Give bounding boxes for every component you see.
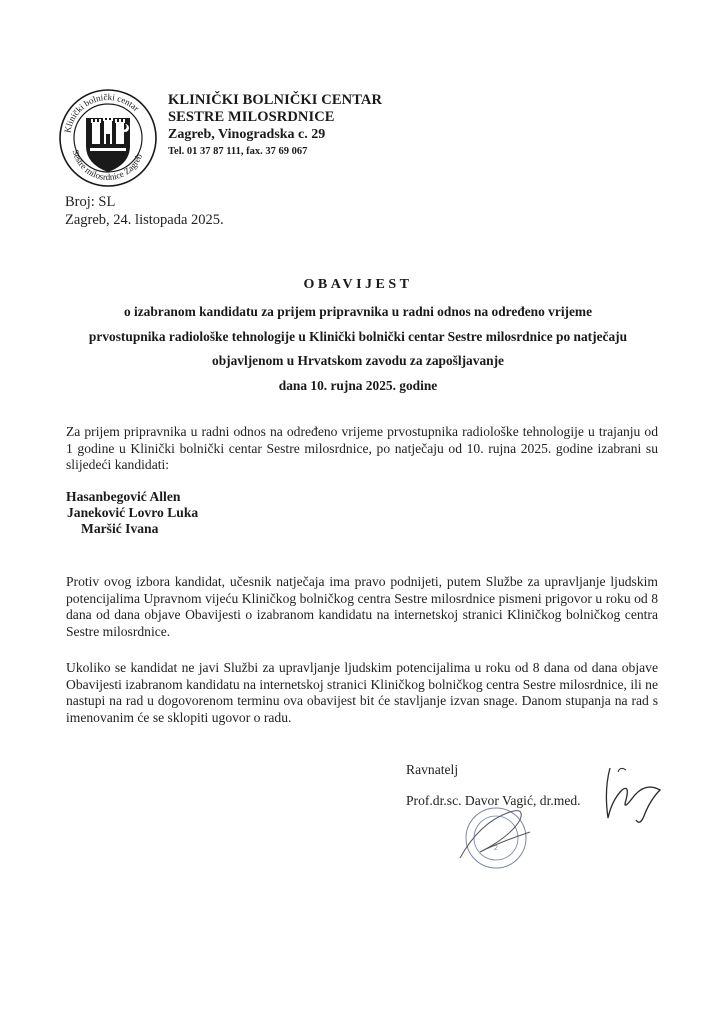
paragraph-objection: Protiv ovog izbora kandidat, učesnik natječaja ima pravo podnijeti, putem Službe za upravljanje ljudskim potencijalima Upravnom vijeću Kliničkog bolničkog centra Sestre milosrdnice pismeni prigovor u roku od 8 dana od dana objave Obavijesti o izabranom kandidatu na internetskoj stranici Kliničkog bolničkog centra Sestre milosrdnice. bbox=[66, 574, 658, 639]
svg-text:2: 2 bbox=[494, 845, 498, 852]
document-subtitle bbox=[60, 300, 656, 398]
candidate-name: Maršić Ivana bbox=[81, 521, 159, 536]
institution-block bbox=[168, 92, 382, 159]
signatory-title: Ravnatelj bbox=[406, 762, 459, 777]
reference-number: Broj: SL bbox=[65, 194, 116, 210]
subtitle-line: prvostupnika radiološke tehnologije u Klinički bolnički centar Sestre milosrdnice po natječaju bbox=[88, 328, 628, 344]
document-title: OBAVIJEST bbox=[303, 277, 413, 292]
letterhead bbox=[58, 88, 518, 183]
institution-phone-fax: Tel. 01 37 87 111, fax. 37 69 067 bbox=[168, 146, 308, 157]
subtitle-line: o izabranom kandidatu za prijem pripravnika u radni odnos na određeno vrijeme bbox=[123, 304, 593, 319]
document-meta bbox=[65, 193, 224, 229]
paragraph-intro: Za prijem pripravnika u radni odnos na određeno vrijeme prvostupnika radiološke tehnologije u trajanju od 1 godine u Klinički bolnički centar Sestre milosrdnice, po natječaju od 10. rujna 2025. godine izabrani su slijedeći kandidati: bbox=[66, 424, 658, 472]
svg-text:Klinički bolnički centar: Klinički bolnički centar bbox=[62, 91, 142, 134]
svg-text:Sestre milosrdnice Zagreb: Sestre milosrdnice Zagreb bbox=[70, 148, 145, 183]
place-date: Zagreb, 24. listopada 2025. bbox=[65, 212, 224, 228]
candidate-name: Hasanbegović Allen bbox=[66, 489, 181, 504]
hospital-seal-logo bbox=[58, 88, 158, 188]
institution-name-line2: SESTRE MILOSRDNICE bbox=[168, 109, 335, 125]
handwritten-signature bbox=[560, 760, 680, 830]
subtitle-line: dana 10. rujna 2025. godine bbox=[278, 377, 438, 393]
signatory-name: Prof.dr.sc. Davor Vagić, dr.med. bbox=[406, 793, 581, 808]
institution-address: Zagreb, Vinogradska c. 29 bbox=[168, 127, 326, 142]
subtitle-line: objavljenom u Hrvatskom zavodu za zapošljavanje bbox=[212, 353, 504, 368]
paragraph-non-appearance: Ukoliko se kandidat ne javi Službi za upravljanje ljudskim potencijalima u roku od 8 dana od dana objave Obavijesti izabranom kandidatu na internetskoj stranici Kliničkog bolničkog centra Sestre milosrdnice, ili ne nastupi na rad u dogovorenom terminu ova obavijest bit će stavljanje izvan snage. Danom stupanja na rad s imenovanim će se sklopiti ugovor o radu. bbox=[66, 660, 658, 725]
institution-name-line1: KLINIČKI BOLNIČKI CENTAR bbox=[168, 92, 383, 108]
candidate-list bbox=[66, 489, 198, 537]
candidate-name: Janeković Lovro Luka bbox=[67, 505, 199, 520]
